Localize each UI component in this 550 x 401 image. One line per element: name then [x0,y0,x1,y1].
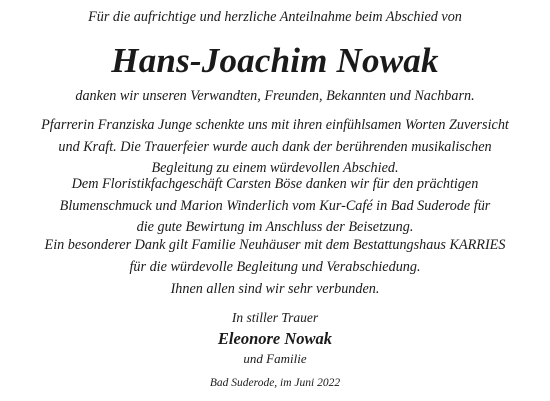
paragraph-line: und Kraft. Die Trauerfeier wurde auch dank der berührenden musikalischen [58,138,492,155]
paragraph-line: Ihnen allen sind wir sehr verbunden. [170,281,380,297]
signature-lead: In stiller Trauer [231,310,319,325]
paragraph-line: Begleitung zu einem würdevollen Abschied. [151,160,399,176]
thanks-line [0,86,550,108]
paragraph-line: Ein besonderer Dank gilt Familie Neuhäuser mit dem Bestattungshaus KARRIES [44,237,506,253]
signature-name: Eleonore Nowak [217,329,333,348]
paragraph-line: die gute Bewirtung im Anschluss der Beisetzung. [136,219,414,235]
paragraph-line: für die würdevolle Begleitung und Verabschiedung. [129,258,421,275]
paragraph-florist [0,174,550,239]
paragraph-line: Pfarrerin Franziska Junge schenkte uns mit ihren einfühlsamen Worten Zuversicht [41,117,509,133]
paragraph-funeral-home [0,235,550,278]
thanks-text: danken wir unseren Verwandten, Freunden, Bekannten und Nachbarn. [75,88,475,104]
paragraph-line: Blumenschmuck und Marion Winderlich vom Kur-Café in Bad Suderode für [59,197,491,214]
paragraph-closing [0,279,550,301]
intro-line: Für die aufrichtige und herzliche Anteilnahme beim Abschied von [88,9,462,25]
deceased-name: Hans-Joachim Nowak [111,41,439,80]
paragraph-pastor [0,115,550,180]
place-and-date: Bad Suderode, im Juni 2022 [209,377,341,389]
signature-family: und Familie [243,351,307,366]
paragraph-line: Dem Floristikfachgeschäft Carsten Böse danken wir für den prächtigen [71,176,479,192]
